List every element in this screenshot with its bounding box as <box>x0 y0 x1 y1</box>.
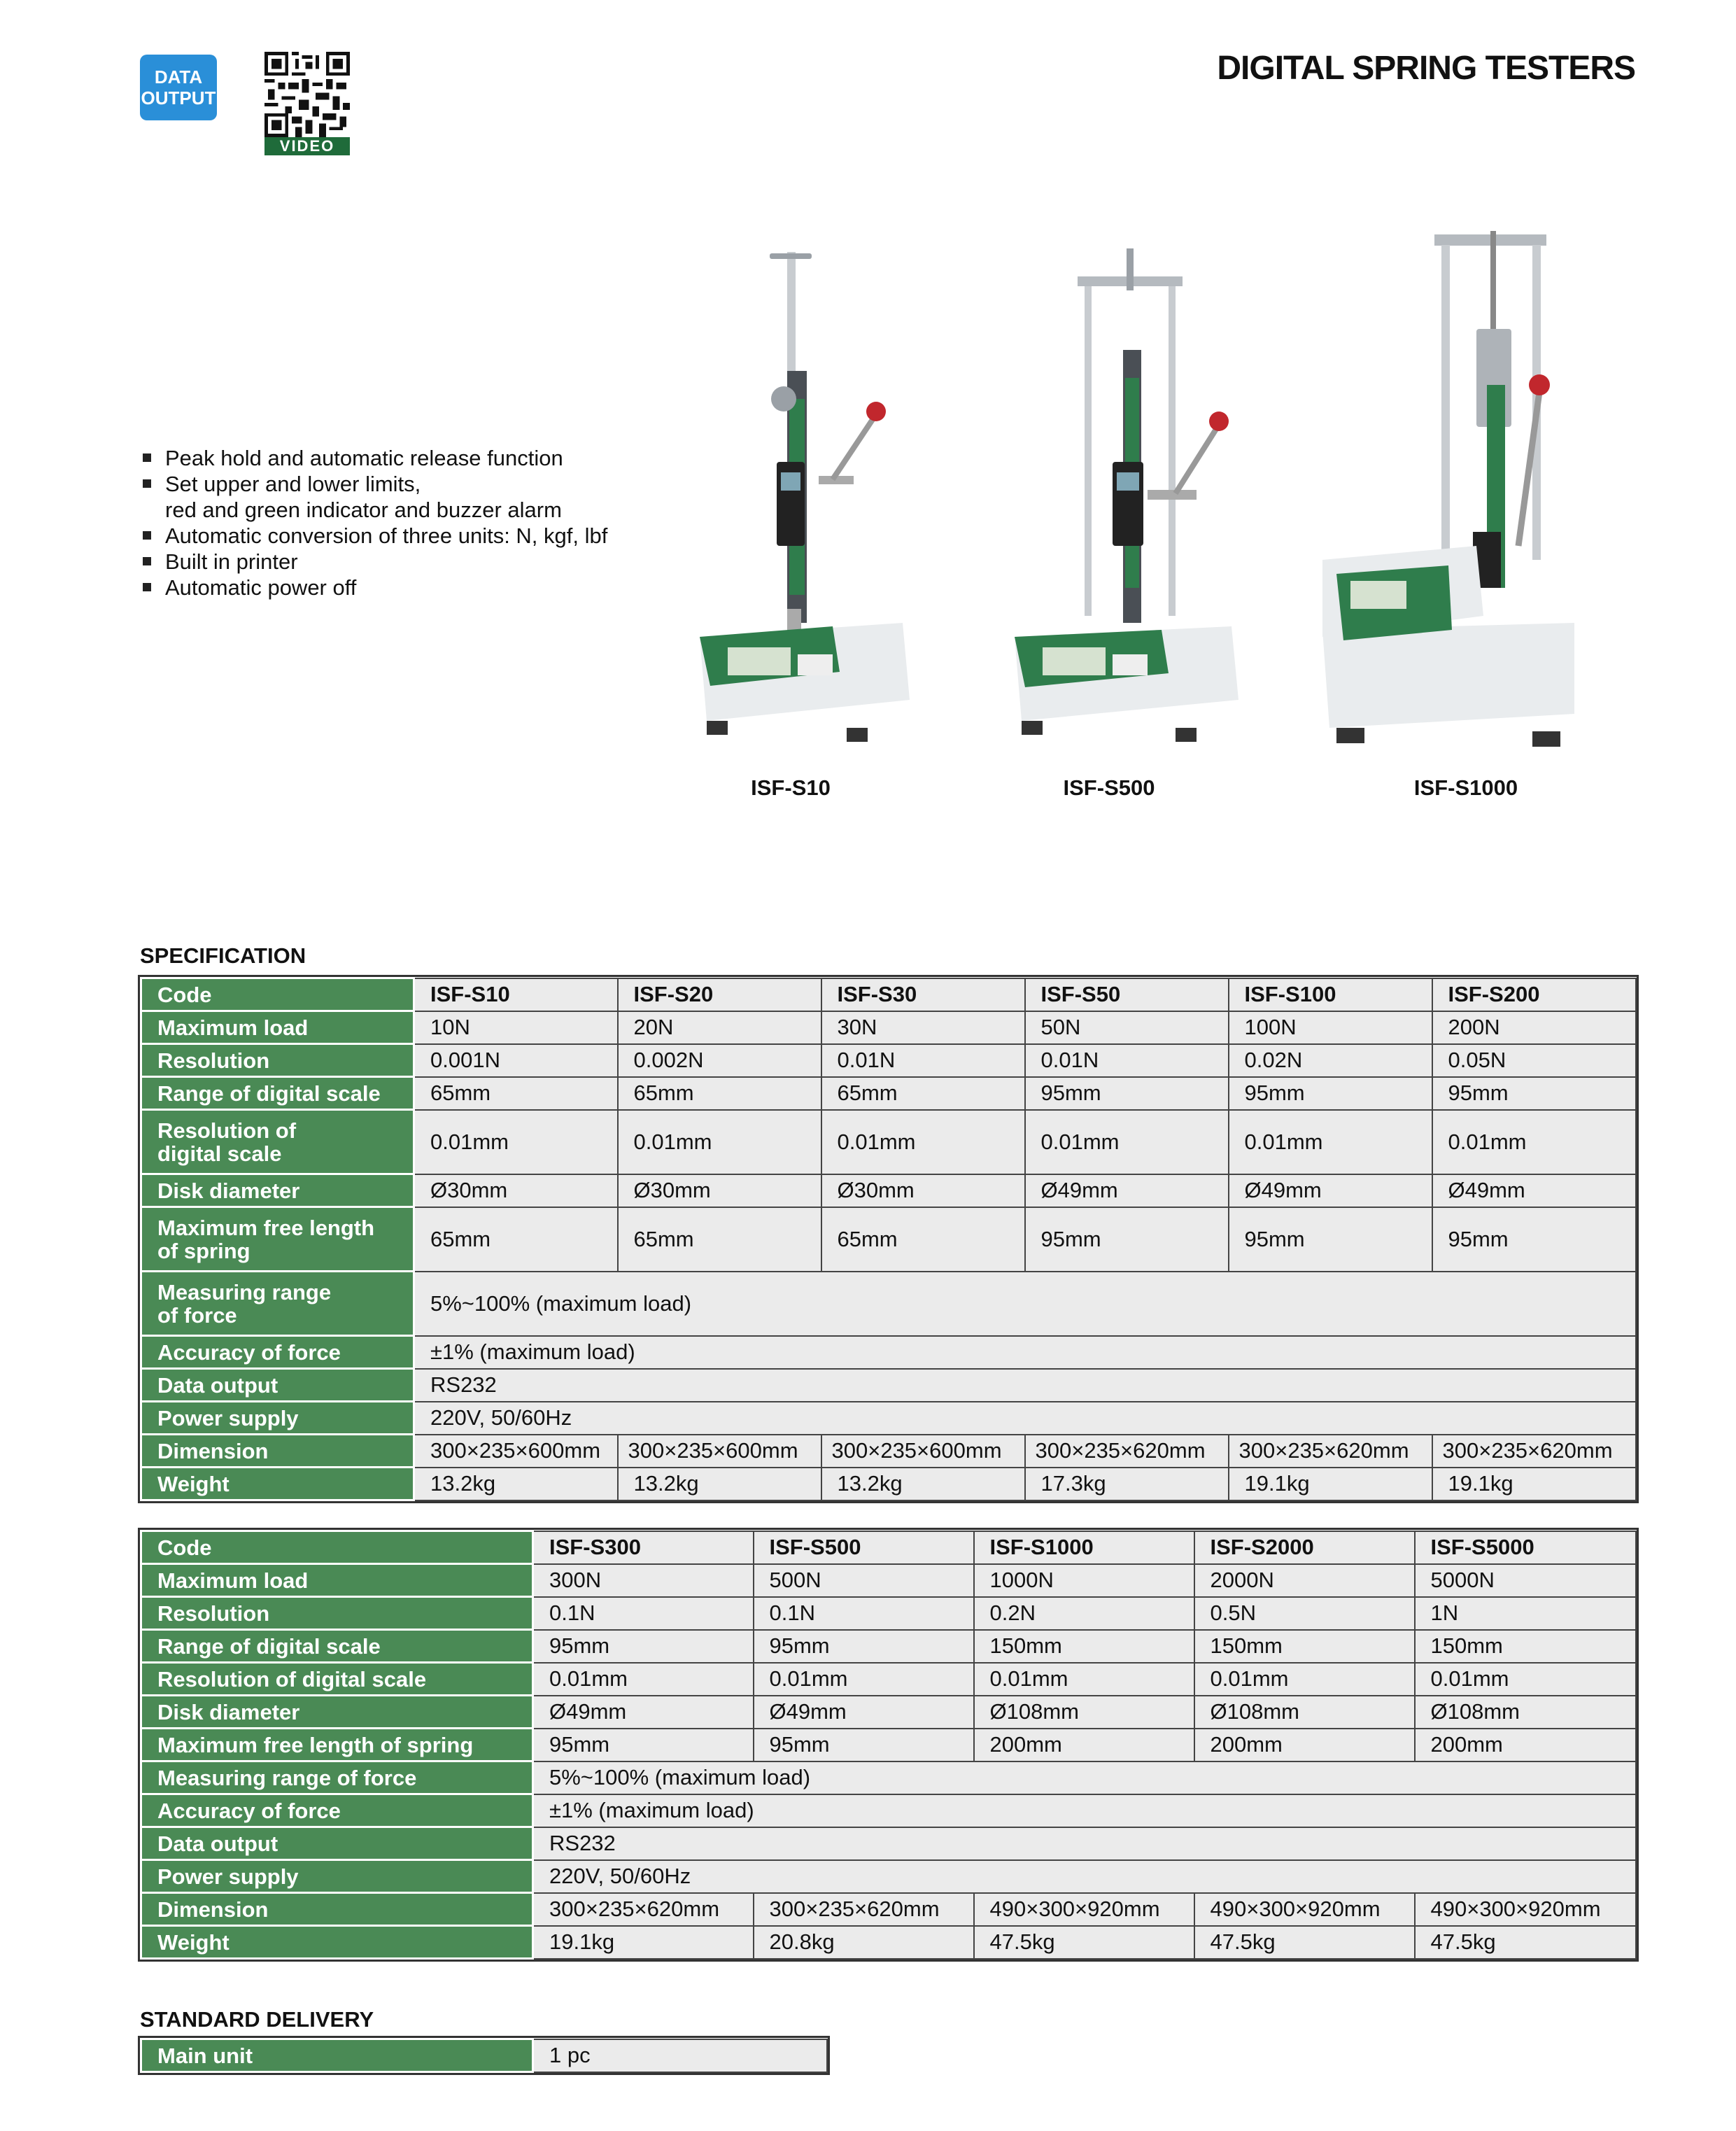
cell: 65mm <box>618 1207 821 1272</box>
cell: 0.01mm <box>1229 1110 1432 1174</box>
cell: 30N <box>821 1011 1025 1044</box>
cell: 95mm <box>1229 1207 1432 1272</box>
cell: 300×235×620mm <box>754 1893 974 1926</box>
cell: 0.01mm <box>414 1110 618 1174</box>
row-label: Maximum free length of spring <box>141 1729 533 1761</box>
cell: Ø30mm <box>821 1174 1025 1207</box>
table-row <box>141 1044 1636 1077</box>
feature-item: Automatic power off <box>140 575 672 600</box>
cell: 95mm <box>1025 1207 1229 1272</box>
cell: 300×235×600mm <box>821 1435 1025 1468</box>
cell: 300×235×620mm <box>1432 1435 1636 1468</box>
cell: Ø49mm <box>1025 1174 1229 1207</box>
cell: 0.01N <box>1025 1044 1229 1077</box>
cell: 200mm <box>1194 1729 1415 1761</box>
cell: 10N <box>414 1011 618 1044</box>
table-row <box>141 1077 1636 1110</box>
cell: 200N <box>1432 1011 1636 1044</box>
product-image-isf-s500 <box>1001 245 1259 763</box>
product-label-isf-s500: ISF-S500 <box>1063 775 1155 800</box>
row-label: Range of digital scale <box>141 1077 414 1110</box>
table-row <box>141 1468 1636 1500</box>
feature-item: Set upper and lower limits, <box>140 471 672 497</box>
table-row <box>141 1794 1636 1827</box>
row-label: Power supply <box>141 1860 533 1893</box>
cell: Ø108mm <box>1194 1696 1415 1729</box>
cell: 65mm <box>414 1077 618 1110</box>
cell: 0.001N <box>414 1044 618 1077</box>
cell: 0.01N <box>821 1044 1025 1077</box>
table-row <box>141 1174 1636 1207</box>
table-row <box>141 1110 1636 1174</box>
table-row <box>141 1729 1636 1761</box>
table-row <box>141 978 1636 1011</box>
row-label: Code <box>141 1531 533 1564</box>
model-code: ISF-S300 <box>533 1531 754 1564</box>
table-row <box>141 1663 1636 1696</box>
cell: 300N <box>533 1564 754 1597</box>
cell: 150mm <box>1415 1630 1636 1663</box>
model-code: ISF-S500 <box>754 1531 974 1564</box>
cell: 200mm <box>1415 1729 1636 1761</box>
cell: 2000N <box>1194 1564 1415 1597</box>
row-label: Code <box>141 978 414 1011</box>
row-label: Weight <box>141 1468 414 1500</box>
cell: 95mm <box>754 1729 974 1761</box>
spec-table-2 <box>140 1530 1637 1960</box>
row-label: Resolution <box>141 1044 414 1077</box>
cell: 0.02N <box>1229 1044 1432 1077</box>
product-label-isf-s1000: ISF-S1000 <box>1413 775 1518 800</box>
cell: 0.01mm <box>1025 1110 1229 1174</box>
row-label: Main unit <box>141 2039 533 2072</box>
cell: 0.1N <box>533 1597 754 1630</box>
cell: 200mm <box>974 1729 1194 1761</box>
cell: 0.01mm <box>618 1110 821 1174</box>
bullet-icon <box>143 557 151 565</box>
table-row <box>141 1926 1636 1959</box>
cell: 20N <box>618 1011 821 1044</box>
cell: RS232 <box>414 1369 1636 1402</box>
bullet-icon <box>143 453 151 462</box>
table-row <box>141 1369 1636 1402</box>
cell: 13.2kg <box>414 1468 618 1500</box>
cell: 95mm <box>533 1630 754 1663</box>
cell: RS232 <box>533 1827 1636 1860</box>
cell: Ø49mm <box>1229 1174 1432 1207</box>
model-code: ISF-S200 <box>1432 978 1636 1011</box>
badge-line2: OUTPUT <box>141 87 216 108</box>
cell: 0.01mm <box>1432 1110 1636 1174</box>
cell: ±1% (maximum load) <box>533 1794 1636 1827</box>
delivery-table <box>140 2038 828 2073</box>
cell: Ø49mm <box>533 1696 754 1729</box>
specification-title: SPECIFICATION <box>140 943 306 968</box>
row-label: Dimension <box>141 1893 533 1926</box>
cell: 5%~100% (maximum load) <box>533 1761 1636 1794</box>
badge-line1: DATA <box>154 66 203 87</box>
cell: 300×235×600mm <box>414 1435 618 1468</box>
row-label: Accuracy of force <box>141 1794 533 1827</box>
page-title: DIGITAL SPRING TESTERS <box>1217 50 1635 87</box>
cell: 150mm <box>974 1630 1194 1663</box>
row-label: Dimension <box>141 1435 414 1468</box>
cell: 19.1kg <box>1432 1468 1636 1500</box>
cell: 65mm <box>821 1077 1025 1110</box>
feature-list <box>140 445 672 600</box>
cell: Ø49mm <box>754 1696 974 1729</box>
cell: 50N <box>1025 1011 1229 1044</box>
table-row <box>141 1531 1636 1564</box>
row-label: Resolution <box>141 1597 533 1630</box>
row-label: Maximum load <box>141 1564 533 1597</box>
product-image-isf-s10 <box>672 245 931 763</box>
table-row <box>141 1272 1636 1336</box>
cell: 300×235×620mm <box>1229 1435 1432 1468</box>
cell: 0.1N <box>754 1597 974 1630</box>
cell: Ø108mm <box>1415 1696 1636 1729</box>
cell: 490×300×920mm <box>1415 1893 1636 1926</box>
table-row <box>141 1630 1636 1663</box>
cell: 0.01mm <box>533 1663 754 1696</box>
bullet-icon <box>143 479 151 488</box>
cell: 65mm <box>821 1207 1025 1272</box>
data-output-badge <box>140 55 217 120</box>
cell: 19.1kg <box>533 1926 754 1959</box>
cell: 0.5N <box>1194 1597 1415 1630</box>
standard-delivery-title: STANDARD DELIVERY <box>140 2007 374 2032</box>
cell: ±1% (maximum load) <box>414 1336 1636 1369</box>
cell: 500N <box>754 1564 974 1597</box>
table-row <box>141 1860 1636 1893</box>
table-row <box>141 1597 1636 1630</box>
cell: 95mm <box>1432 1077 1636 1110</box>
cell: 47.5kg <box>974 1926 1194 1959</box>
feature-item: Peak hold and automatic release function <box>140 445 672 471</box>
cell: 95mm <box>1229 1077 1432 1110</box>
model-code: ISF-S30 <box>821 978 1025 1011</box>
cell: 0.01mm <box>754 1663 974 1696</box>
cell: 1000N <box>974 1564 1194 1597</box>
row-label: Maximum free length of spring <box>141 1207 414 1272</box>
table-row <box>141 1207 1636 1272</box>
row-label: Weight <box>141 1926 533 1959</box>
cell: 5000N <box>1415 1564 1636 1597</box>
cell: 17.3kg <box>1025 1468 1229 1500</box>
row-label: Disk diameter <box>141 1696 533 1729</box>
qr-code-icon[interactable] <box>264 52 350 137</box>
product-image-isf-s1000 <box>1308 224 1588 763</box>
row-label: Measuring range of force <box>141 1272 414 1336</box>
cell: 150mm <box>1194 1630 1415 1663</box>
cell: 490×300×920mm <box>1194 1893 1415 1926</box>
cell: 13.2kg <box>618 1468 821 1500</box>
cell: 65mm <box>414 1207 618 1272</box>
cell: 5%~100% (maximum load) <box>414 1272 1636 1336</box>
product-label-isf-s10: ISF-S10 <box>751 775 831 800</box>
cell: Ø30mm <box>618 1174 821 1207</box>
cell: 220V, 50/60Hz <box>533 1860 1636 1893</box>
table-row <box>141 1696 1636 1729</box>
row-label: Power supply <box>141 1402 414 1435</box>
cell: 300×235×620mm <box>1025 1435 1229 1468</box>
bullet-icon <box>143 531 151 540</box>
feature-item: Built in printer <box>140 549 672 575</box>
cell: 1N <box>1415 1597 1636 1630</box>
cell: 20.8kg <box>754 1926 974 1959</box>
cell: 1 pc <box>533 2039 827 2072</box>
model-code: ISF-S1000 <box>974 1531 1194 1564</box>
cell: 65mm <box>618 1077 821 1110</box>
table-row <box>141 1893 1636 1926</box>
row-label: Range of digital scale <box>141 1630 533 1663</box>
cell: 95mm <box>533 1729 754 1761</box>
video-label: VIDEO <box>264 137 350 155</box>
spec-table-1 <box>140 977 1637 1501</box>
table-row <box>141 2039 827 2072</box>
cell: 47.5kg <box>1415 1926 1636 1959</box>
cell: 0.01mm <box>974 1663 1194 1696</box>
row-label: Resolution of digital scale <box>141 1110 414 1174</box>
cell: 19.1kg <box>1229 1468 1432 1500</box>
cell: 95mm <box>754 1630 974 1663</box>
feature-item-continuation: red and green indicator and buzzer alarm <box>165 498 562 522</box>
cell: 0.01mm <box>1194 1663 1415 1696</box>
model-code: ISF-S50 <box>1025 978 1229 1011</box>
table-row <box>141 1564 1636 1597</box>
row-label: Disk diameter <box>141 1174 414 1207</box>
row-label: Data output <box>141 1827 533 1860</box>
cell: 0.2N <box>974 1597 1194 1630</box>
cell: 0.002N <box>618 1044 821 1077</box>
cell: 95mm <box>1025 1077 1229 1110</box>
bullet-icon <box>143 583 151 591</box>
table-row <box>141 1402 1636 1435</box>
cell: Ø30mm <box>414 1174 618 1207</box>
row-label: Resolution of digital scale <box>141 1663 533 1696</box>
table-row <box>141 1827 1636 1860</box>
table-row <box>141 1761 1636 1794</box>
feature-item: Automatic conversion of three units: N, kgf, lbf <box>140 523 672 549</box>
cell: 490×300×920mm <box>974 1893 1194 1926</box>
cell: Ø49mm <box>1432 1174 1636 1207</box>
model-code: ISF-S20 <box>618 978 821 1011</box>
cell: 300×235×620mm <box>533 1893 754 1926</box>
cell: 0.05N <box>1432 1044 1636 1077</box>
cell: Ø108mm <box>974 1696 1194 1729</box>
table-row <box>141 1336 1636 1369</box>
cell: 0.01mm <box>1415 1663 1636 1696</box>
model-code: ISF-S5000 <box>1415 1531 1636 1564</box>
table-row <box>141 1011 1636 1044</box>
row-label: Measuring range of force <box>141 1761 533 1794</box>
cell: 0.01mm <box>821 1110 1025 1174</box>
table-row <box>141 1435 1636 1468</box>
row-label: Data output <box>141 1369 414 1402</box>
row-label: Maximum load <box>141 1011 414 1044</box>
cell: 47.5kg <box>1194 1926 1415 1959</box>
cell: 220V, 50/60Hz <box>414 1402 1636 1435</box>
cell: 300×235×600mm <box>618 1435 821 1468</box>
model-code: ISF-S2000 <box>1194 1531 1415 1564</box>
row-label: Accuracy of force <box>141 1336 414 1369</box>
model-code: ISF-S10 <box>414 978 618 1011</box>
cell: 13.2kg <box>821 1468 1025 1500</box>
cell: 95mm <box>1432 1207 1636 1272</box>
model-code: ISF-S100 <box>1229 978 1432 1011</box>
cell: 100N <box>1229 1011 1432 1044</box>
